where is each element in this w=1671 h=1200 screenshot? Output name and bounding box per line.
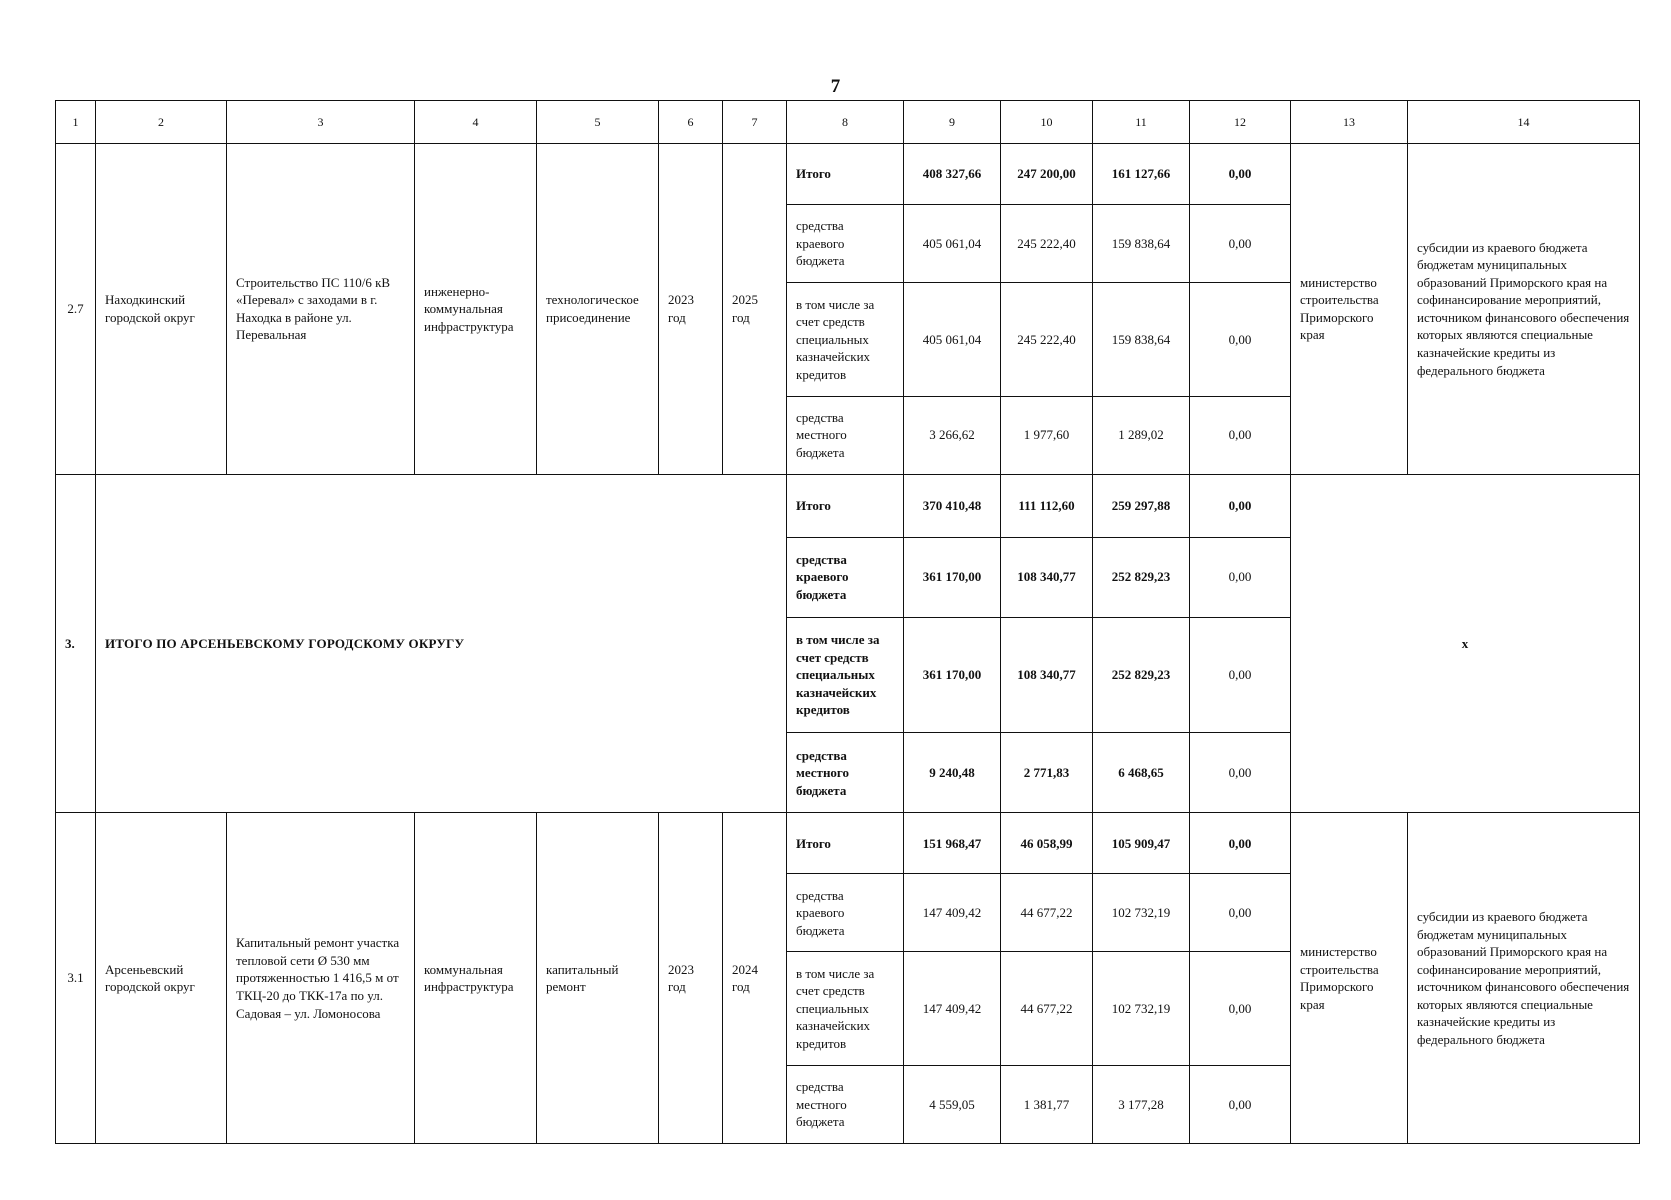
value-cell: 370 410,48 (904, 474, 1001, 537)
value-cell: 3 266,62 (904, 396, 1001, 474)
work-type-cell: технологическое присоединение (537, 144, 659, 474)
funding-label: средства краевого бюджета (787, 205, 904, 283)
table-row (56, 474, 1640, 537)
municipality-cell: Находкинский городской округ (96, 144, 227, 474)
municipality-cell: Арсеньевский городской округ (96, 813, 227, 1144)
value-cell: 151 968,47 (904, 813, 1001, 874)
funding-label: средства местного бюджета (787, 1066, 904, 1144)
source-cell: субсидии из краевого бюджета бюджетам муниципальных образований Приморского края на софинансирование мероприятий, источником финансового обеспечения которых являются специальные казначейские кредиты из федерального бюджета (1408, 813, 1640, 1144)
value-cell: 44 677,22 (1001, 952, 1093, 1066)
value-cell: 44 677,22 (1001, 874, 1093, 952)
column-header: 10 (1001, 101, 1093, 144)
funding-label: Итого (787, 144, 904, 205)
not-applicable-mark: x (1291, 474, 1640, 813)
start-year-cell: 2023 год (659, 813, 723, 1144)
funding-label: средства краевого бюджета (787, 537, 904, 617)
value-cell: 1 289,02 (1093, 396, 1190, 474)
table-row (56, 813, 1640, 874)
value-cell: 102 732,19 (1093, 874, 1190, 952)
column-header: 11 (1093, 101, 1190, 144)
value-cell: 159 838,64 (1093, 205, 1190, 283)
value-cell: 4 559,05 (904, 1066, 1001, 1144)
funding-label: в том числе за счет средств специальных казначейских кредитов (787, 283, 904, 397)
value-cell: 252 829,23 (1093, 537, 1190, 617)
funding-label: Итого (787, 813, 904, 874)
row-id: 3. (56, 474, 96, 813)
value-cell: 0,00 (1190, 952, 1291, 1066)
object-cell: Капитальный ремонт участка тепловой сети Ø 530 мм протяженностью 1 416,5 м от ТКЦ-20 до ТКК-17а по ул. Садовая – ул. Ломоносова (227, 813, 415, 1144)
column-header: 12 (1190, 101, 1291, 144)
value-cell: 0,00 (1190, 733, 1291, 813)
value-cell: 408 327,66 (904, 144, 1001, 205)
value-cell: 0,00 (1190, 1066, 1291, 1144)
column-header: 14 (1408, 101, 1640, 144)
funding-label: в том числе за счет средств специальных казначейских кредитов (787, 617, 904, 733)
funding-label: средства местного бюджета (787, 733, 904, 813)
row-id: 2.7 (56, 144, 96, 474)
infrastructure-cell: инженерно-коммунальная инфраструктура (415, 144, 537, 474)
page-number: 7 (830, 76, 841, 97)
finance-table (55, 100, 1640, 1144)
value-cell: 0,00 (1190, 396, 1291, 474)
value-cell: 6 468,65 (1093, 733, 1190, 813)
section-title: ИТОГО ПО АРСЕНЬЕВСКОМУ ГОРОДСКОМУ ОКРУГУ (96, 474, 787, 813)
value-cell: 102 732,19 (1093, 952, 1190, 1066)
funding-label: средства местного бюджета (787, 396, 904, 474)
value-cell: 147 409,42 (904, 874, 1001, 952)
value-cell: 105 909,47 (1093, 813, 1190, 874)
funding-label: средства краевого бюджета (787, 874, 904, 952)
value-cell: 161 127,66 (1093, 144, 1190, 205)
start-year-cell: 2023 год (659, 144, 723, 474)
value-cell: 0,00 (1190, 474, 1291, 537)
value-cell: 0,00 (1190, 537, 1291, 617)
value-cell: 259 297,88 (1093, 474, 1190, 537)
row-id: 3.1 (56, 813, 96, 1144)
value-cell: 108 340,77 (1001, 617, 1093, 733)
column-header: 3 (227, 101, 415, 144)
value-cell: 3 177,28 (1093, 1066, 1190, 1144)
column-header: 7 (723, 101, 787, 144)
funding-label: Итого (787, 474, 904, 537)
value-cell: 0,00 (1190, 283, 1291, 397)
value-cell: 361 170,00 (904, 537, 1001, 617)
column-header: 1 (56, 101, 96, 144)
value-cell: 245 222,40 (1001, 205, 1093, 283)
column-header: 4 (415, 101, 537, 144)
column-header: 9 (904, 101, 1001, 144)
column-header: 8 (787, 101, 904, 144)
source-cell: субсидии из краевого бюджета бюджетам муниципальных образований Приморского края на софинансирование мероприятий, источником финансового обеспечения которых являются специальные казначейские кредиты из федерального бюджета (1408, 144, 1640, 474)
value-cell: 1 381,77 (1001, 1066, 1093, 1144)
value-cell: 1 977,60 (1001, 396, 1093, 474)
ministry-cell: министерство строительства Приморского края (1291, 813, 1408, 1144)
value-cell: 0,00 (1190, 813, 1291, 874)
value-cell: 2 771,83 (1001, 733, 1093, 813)
column-header: 5 (537, 101, 659, 144)
value-cell: 147 409,42 (904, 952, 1001, 1066)
object-cell: Строительство ПС 110/6 кВ «Перевал» с заходами в г. Находка в районе ул. Перевальная (227, 144, 415, 474)
value-cell: 245 222,40 (1001, 283, 1093, 397)
value-cell: 0,00 (1190, 874, 1291, 952)
column-header: 2 (96, 101, 227, 144)
value-cell: 252 829,23 (1093, 617, 1190, 733)
value-cell: 9 240,48 (904, 733, 1001, 813)
value-cell: 0,00 (1190, 617, 1291, 733)
value-cell: 405 061,04 (904, 283, 1001, 397)
end-year-cell: 2024 год (723, 813, 787, 1144)
column-number-row (56, 101, 1640, 144)
table-row (56, 144, 1640, 205)
value-cell: 0,00 (1190, 205, 1291, 283)
value-cell: 361 170,00 (904, 617, 1001, 733)
value-cell: 0,00 (1190, 144, 1291, 205)
value-cell: 405 061,04 (904, 205, 1001, 283)
funding-label: в том числе за счет средств специальных казначейских кредитов (787, 952, 904, 1066)
value-cell: 46 058,99 (1001, 813, 1093, 874)
column-header: 6 (659, 101, 723, 144)
value-cell: 159 838,64 (1093, 283, 1190, 397)
value-cell: 111 112,60 (1001, 474, 1093, 537)
work-type-cell: капитальный ремонт (537, 813, 659, 1144)
ministry-cell: министерство строительства Приморского края (1291, 144, 1408, 474)
column-header: 13 (1291, 101, 1408, 144)
end-year-cell: 2025 год (723, 144, 787, 474)
value-cell: 247 200,00 (1001, 144, 1093, 205)
infrastructure-cell: коммунальная инфраструктура (415, 813, 537, 1144)
value-cell: 108 340,77 (1001, 537, 1093, 617)
